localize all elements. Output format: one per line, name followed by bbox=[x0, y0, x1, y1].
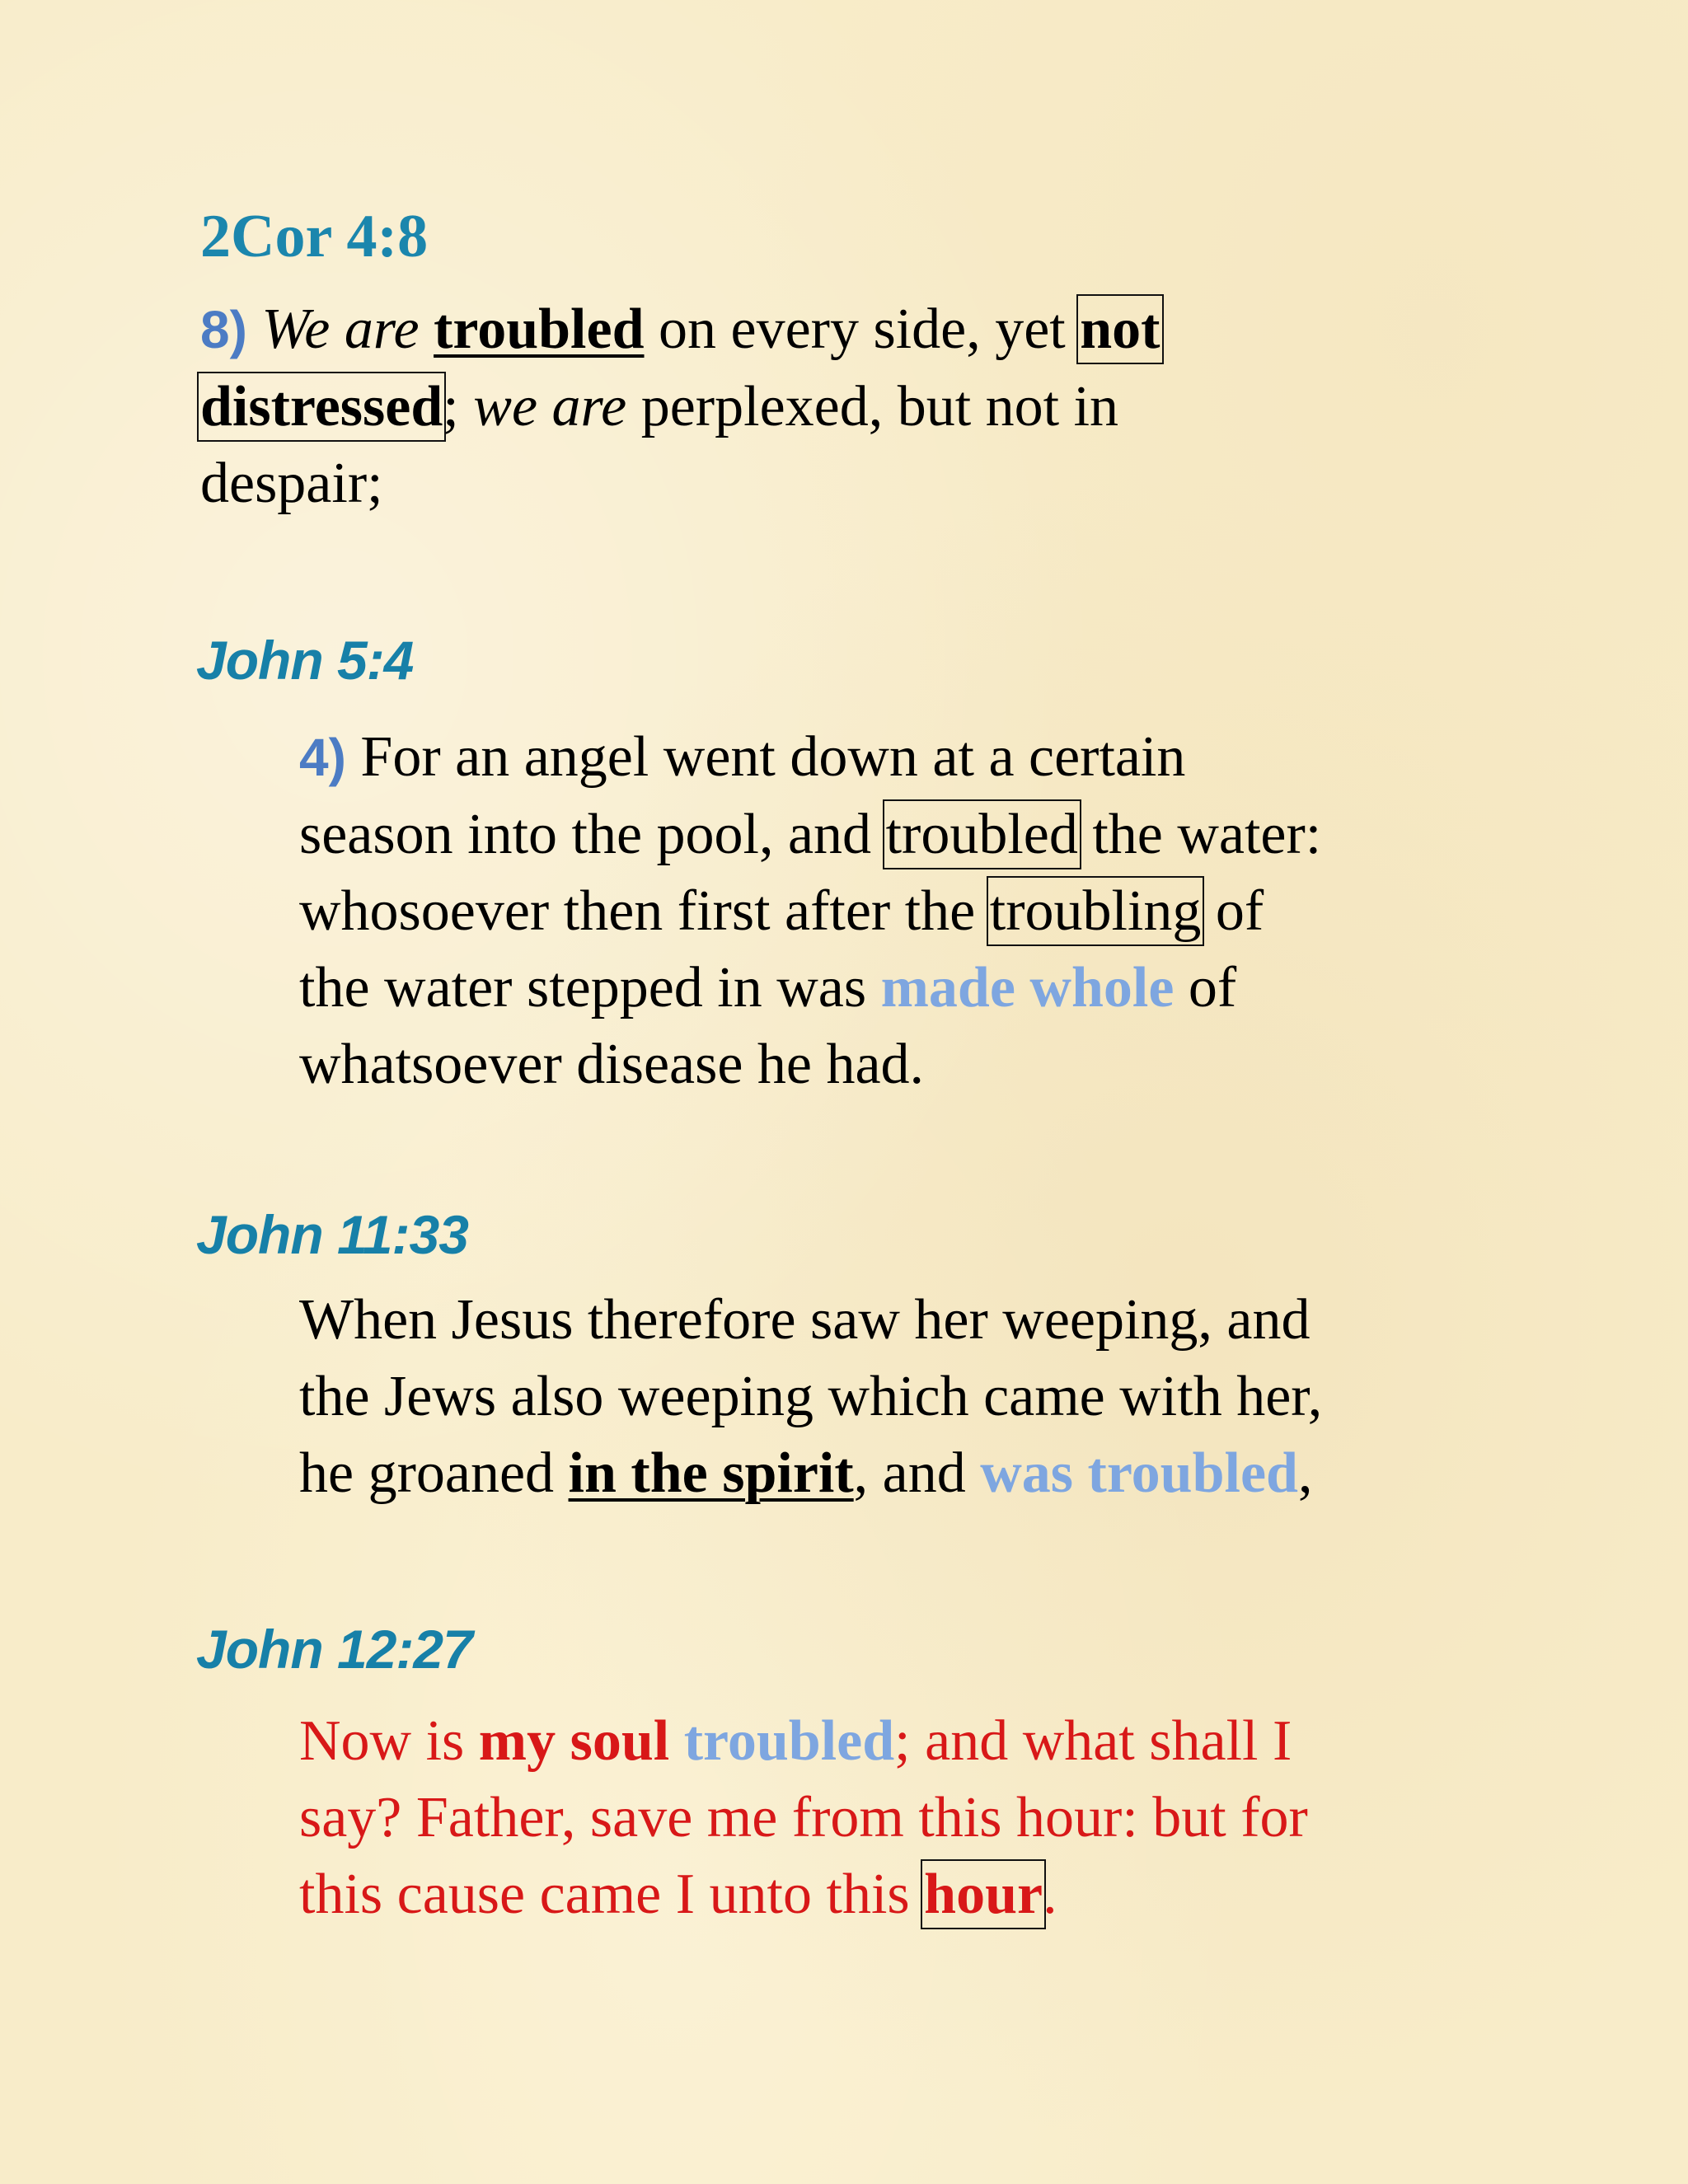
verse-text: ; and what shall I bbox=[894, 1709, 1292, 1773]
verse-line bbox=[299, 796, 1321, 873]
verse-number: 4) bbox=[299, 728, 346, 787]
verse-line bbox=[200, 445, 1160, 522]
verse-text: the water: bbox=[1092, 803, 1322, 866]
heading-2cor-4-8: 2Cor 4:8 bbox=[200, 203, 429, 270]
verse-text: despair; bbox=[200, 452, 383, 515]
verse-line bbox=[299, 1779, 1308, 1856]
verse-text: say? Father, save me from this hour: but for bbox=[299, 1786, 1308, 1849]
verse-john-12-27 bbox=[299, 1703, 1308, 1933]
verse-text: ; bbox=[443, 375, 459, 438]
boxed-troubled: troubled bbox=[885, 803, 1078, 866]
verse-line bbox=[200, 291, 1160, 368]
verse-text: whatsoever disease he had. bbox=[299, 1033, 925, 1096]
emphasis-in-the-spirit: in the spirit bbox=[568, 1441, 854, 1505]
verse-text: of bbox=[1188, 956, 1237, 1019]
heading-john-5-4: John 5:4 bbox=[196, 630, 414, 691]
boxed-hour: hour bbox=[924, 1863, 1043, 1926]
verse-text: perplexed, but not in bbox=[640, 375, 1119, 438]
verse-text: on every side, yet bbox=[659, 298, 1066, 361]
verse-text: For an angel went down at a certain bbox=[360, 725, 1186, 789]
highlight-troubled: troubled bbox=[683, 1709, 895, 1773]
verse-text: whosoever then first after the bbox=[299, 879, 976, 943]
heading-john-12-27: John 12:27 bbox=[196, 1619, 472, 1680]
verse-line bbox=[299, 719, 1321, 796]
verse-line bbox=[299, 1435, 1322, 1511]
verse-john-11-33 bbox=[299, 1282, 1322, 1511]
verse-text: Now is bbox=[299, 1709, 465, 1773]
verse-line bbox=[299, 1282, 1322, 1358]
boxed-distressed: distressed bbox=[200, 375, 443, 438]
italic-text: we are bbox=[473, 375, 627, 438]
verse-text: the water stepped in was bbox=[299, 956, 867, 1019]
highlight-made-whole: made whole bbox=[880, 956, 1175, 1019]
verse-text: . bbox=[1043, 1863, 1057, 1926]
verse-text: , bbox=[1297, 1441, 1313, 1505]
verse-text: the Jews also weeping which came with her, bbox=[299, 1365, 1323, 1428]
heading-john-11-33: John 11:33 bbox=[196, 1204, 468, 1265]
verse-text: When Jesus therefore saw her weeping, and bbox=[299, 1288, 1311, 1352]
verse-john-5-4 bbox=[299, 719, 1321, 1103]
verse-text: he groaned bbox=[299, 1441, 555, 1505]
verse-line bbox=[299, 1026, 1321, 1103]
boxed-not: not bbox=[1080, 298, 1160, 361]
verse-text: of bbox=[1215, 879, 1264, 943]
verse-text: this cause came I unto this bbox=[299, 1863, 910, 1926]
verse-line bbox=[299, 1856, 1308, 1933]
emphasis-my-soul: my soul bbox=[478, 1709, 670, 1773]
verse-line bbox=[200, 368, 1160, 445]
verse-line bbox=[299, 949, 1321, 1026]
verse-line bbox=[299, 873, 1321, 949]
verse-2cor-4-8 bbox=[200, 291, 1160, 522]
verse-number: 8) bbox=[200, 300, 247, 359]
verse-text: , and bbox=[853, 1441, 966, 1505]
italic-text: We are bbox=[261, 298, 420, 361]
verse-line bbox=[299, 1703, 1308, 1779]
highlight-was-troubled: was troubled bbox=[980, 1441, 1298, 1505]
verse-text: season into the pool, and bbox=[299, 803, 872, 866]
boxed-troubling: troubling bbox=[989, 879, 1202, 943]
verse-line bbox=[299, 1358, 1322, 1435]
emphasis-troubled: troubled bbox=[434, 298, 645, 361]
